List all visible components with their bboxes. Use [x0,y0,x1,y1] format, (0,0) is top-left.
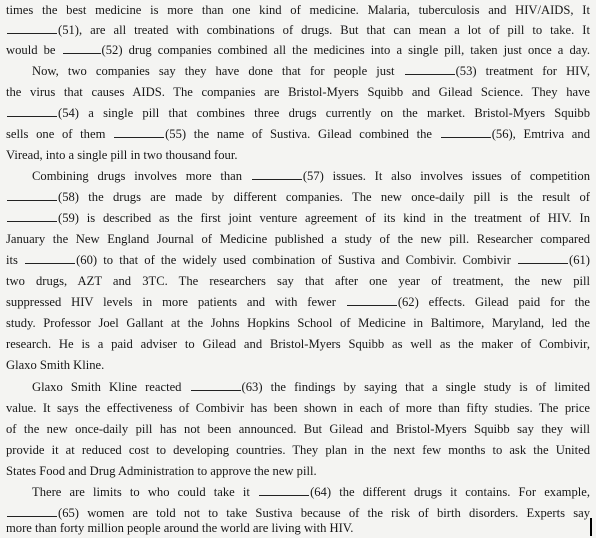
text-line-22: provide it at reduced cost to developing countries. They plan in the next few months to ask the United [6,443,590,457]
text-line-5: the virus that causes AIDS. The companies are Bristol-Myers Squibb and Gilead Science. They have [6,85,590,99]
text-line-4: Now, two companies say they have done that for people just (53) treatment for HIV, [32,64,590,78]
blank-59 [7,209,57,222]
blank-52 [63,41,101,54]
text-line-23: States Food and Drug Administration to approve the new pill. [6,464,317,478]
blank-53 [405,62,455,75]
text-line-24: There are limits to who could take it (64) the different drugs it contains. For example, [32,485,590,499]
text-cursor [590,518,592,536]
text-line-7: sells one of them (55) the name of Sustiva. Gilead combined the (56), Emtriva and [6,127,590,141]
blank-60 [25,251,75,264]
text-line-21: of the new once-daily pill has not been announced. But Gilead and Bristol-Myers Squibb say they will [6,422,590,436]
blank-51 [7,21,57,34]
text-line-18: Glaxo Smith Kline. [6,358,105,372]
text-line-6: (54) a single pill that combines three drugs currently on the market. Bristol-Myers Squibb [6,103,590,123]
text-line-14: two drugs, AZT and 3TC. The researchers say that after one year of treatment, the new pill [6,274,590,288]
blank-57 [252,167,302,180]
text-line-13: its (60) to that of the widely used combination of Sustiva and Combivir. Combivir (61) [6,253,590,267]
text-line-9: Combining drugs involves more than (57) issues. It also involves issues of competition [32,169,590,183]
text-line-16: study. Professor Joel Gallant at the Johns Hopkins School of Medicine in Baltimore, Maryland, led the [6,316,590,330]
text-line-11: (59) is described as the first joint venture agreement of its kind in the treatment of HIV. In [6,208,590,228]
text-line-25: (65) women are told not to take Sustiva because of the risk of birth disorders. Experts say [6,503,590,523]
blank-56 [441,125,491,138]
text-line-20: value. It says the effectiveness of Combivir has been shown in each of more than fifty studies. The price [6,401,590,415]
text-line-3: would be (52) drug companies combined all the medicines into a single pill, taken just once a day. [6,43,590,57]
text-line-26: more than forty million people around the world are living with HIV. [6,521,354,535]
blank-65 [7,504,57,517]
text-line-17: research. He is a paid adviser to Gilead and Bristol-Myers Squibb as well as the maker of Combivir, [6,337,590,351]
text-line-1: times the best medicine is more than one kind of medicine. Malaria, tuberculosis and HIV/AIDS, It [6,3,590,17]
blank-62 [347,293,397,306]
blank-64 [259,483,309,496]
text-line-15: suppressed HIV levels in more patients and with fewer (62) effects. Gilead paid for the [6,295,590,309]
blank-58 [7,188,57,201]
text-line-12: January the New England Journal of Medicine published a study of the new pill. Researcher compared [6,232,590,246]
text-line-8: Viread, into a single pill in two thousand four. [6,148,238,162]
text-line-10: (58) the drugs are made by different companies. The new once-daily pill is the result of [6,187,590,207]
text-line-2: (51), are all treated with combinations of drugs. But that can mean a lot of pill to take. It [6,20,590,40]
blank-61 [518,251,568,264]
blank-55 [114,125,164,138]
text-line-19: Glaxo Smith Kline reacted (63) the findings by saying that a single study is of limited [32,380,590,394]
blank-63 [191,378,241,391]
blank-54 [7,104,57,117]
